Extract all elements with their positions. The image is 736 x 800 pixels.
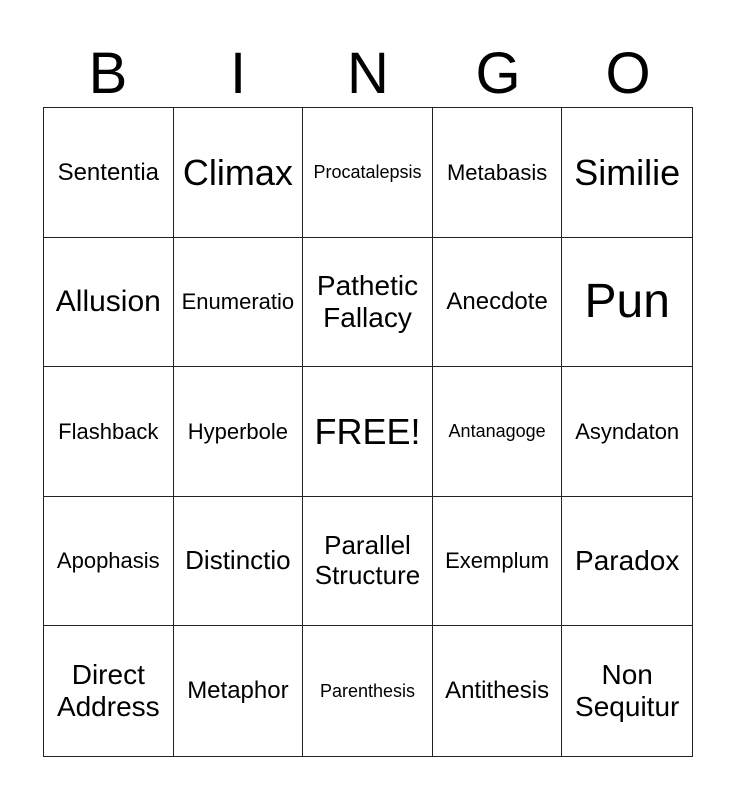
bingo-cell: Pun [562,238,692,368]
bingo-grid [43,107,693,757]
bingo-cell: Anecdote [433,238,563,368]
bingo-cell: Hyperbole [174,367,304,497]
bingo-cell: Similie [562,108,692,238]
bingo-cell: Pathetic Fallacy [303,238,433,368]
bingo-cell: Enumeratio [174,238,304,368]
bingo-cell: Direct Address [44,626,174,756]
bingo-cell: Antanagoge [433,367,563,497]
bingo-cell: Antithesis [433,626,563,756]
bingo-cell: Non Sequitur [575,659,680,723]
bingo-cell: Allusion [44,238,174,368]
free-space-cell: FREE! [303,367,433,497]
bingo-cell: Exemplum [433,497,563,627]
header-letter-o: O [605,41,651,106]
bingo-cell: Metaphor [174,626,304,756]
bingo-cell: Distinctio [174,497,304,627]
header-letter-i: I [229,41,247,106]
bingo-cell: Flashback [44,367,174,497]
bingo-cell: Paradox [562,497,692,627]
header-letter-b: B [88,41,128,106]
bingo-cell: Metabasis [433,108,563,238]
bingo-cell: Procatalepsis [303,108,433,238]
bingo-cell: Parenthesis [303,626,433,756]
bingo-cell: Climax [174,108,304,238]
bingo-cell: Apophasis [44,497,174,627]
bingo-cell: Sententia [44,108,174,238]
header-letter-n: N [347,41,389,106]
header-letter-g: G [475,41,521,106]
bingo-cell: Asyndaton [562,367,692,497]
bingo-header [43,40,693,108]
bingo-cell: Parallel Structure [303,497,433,627]
